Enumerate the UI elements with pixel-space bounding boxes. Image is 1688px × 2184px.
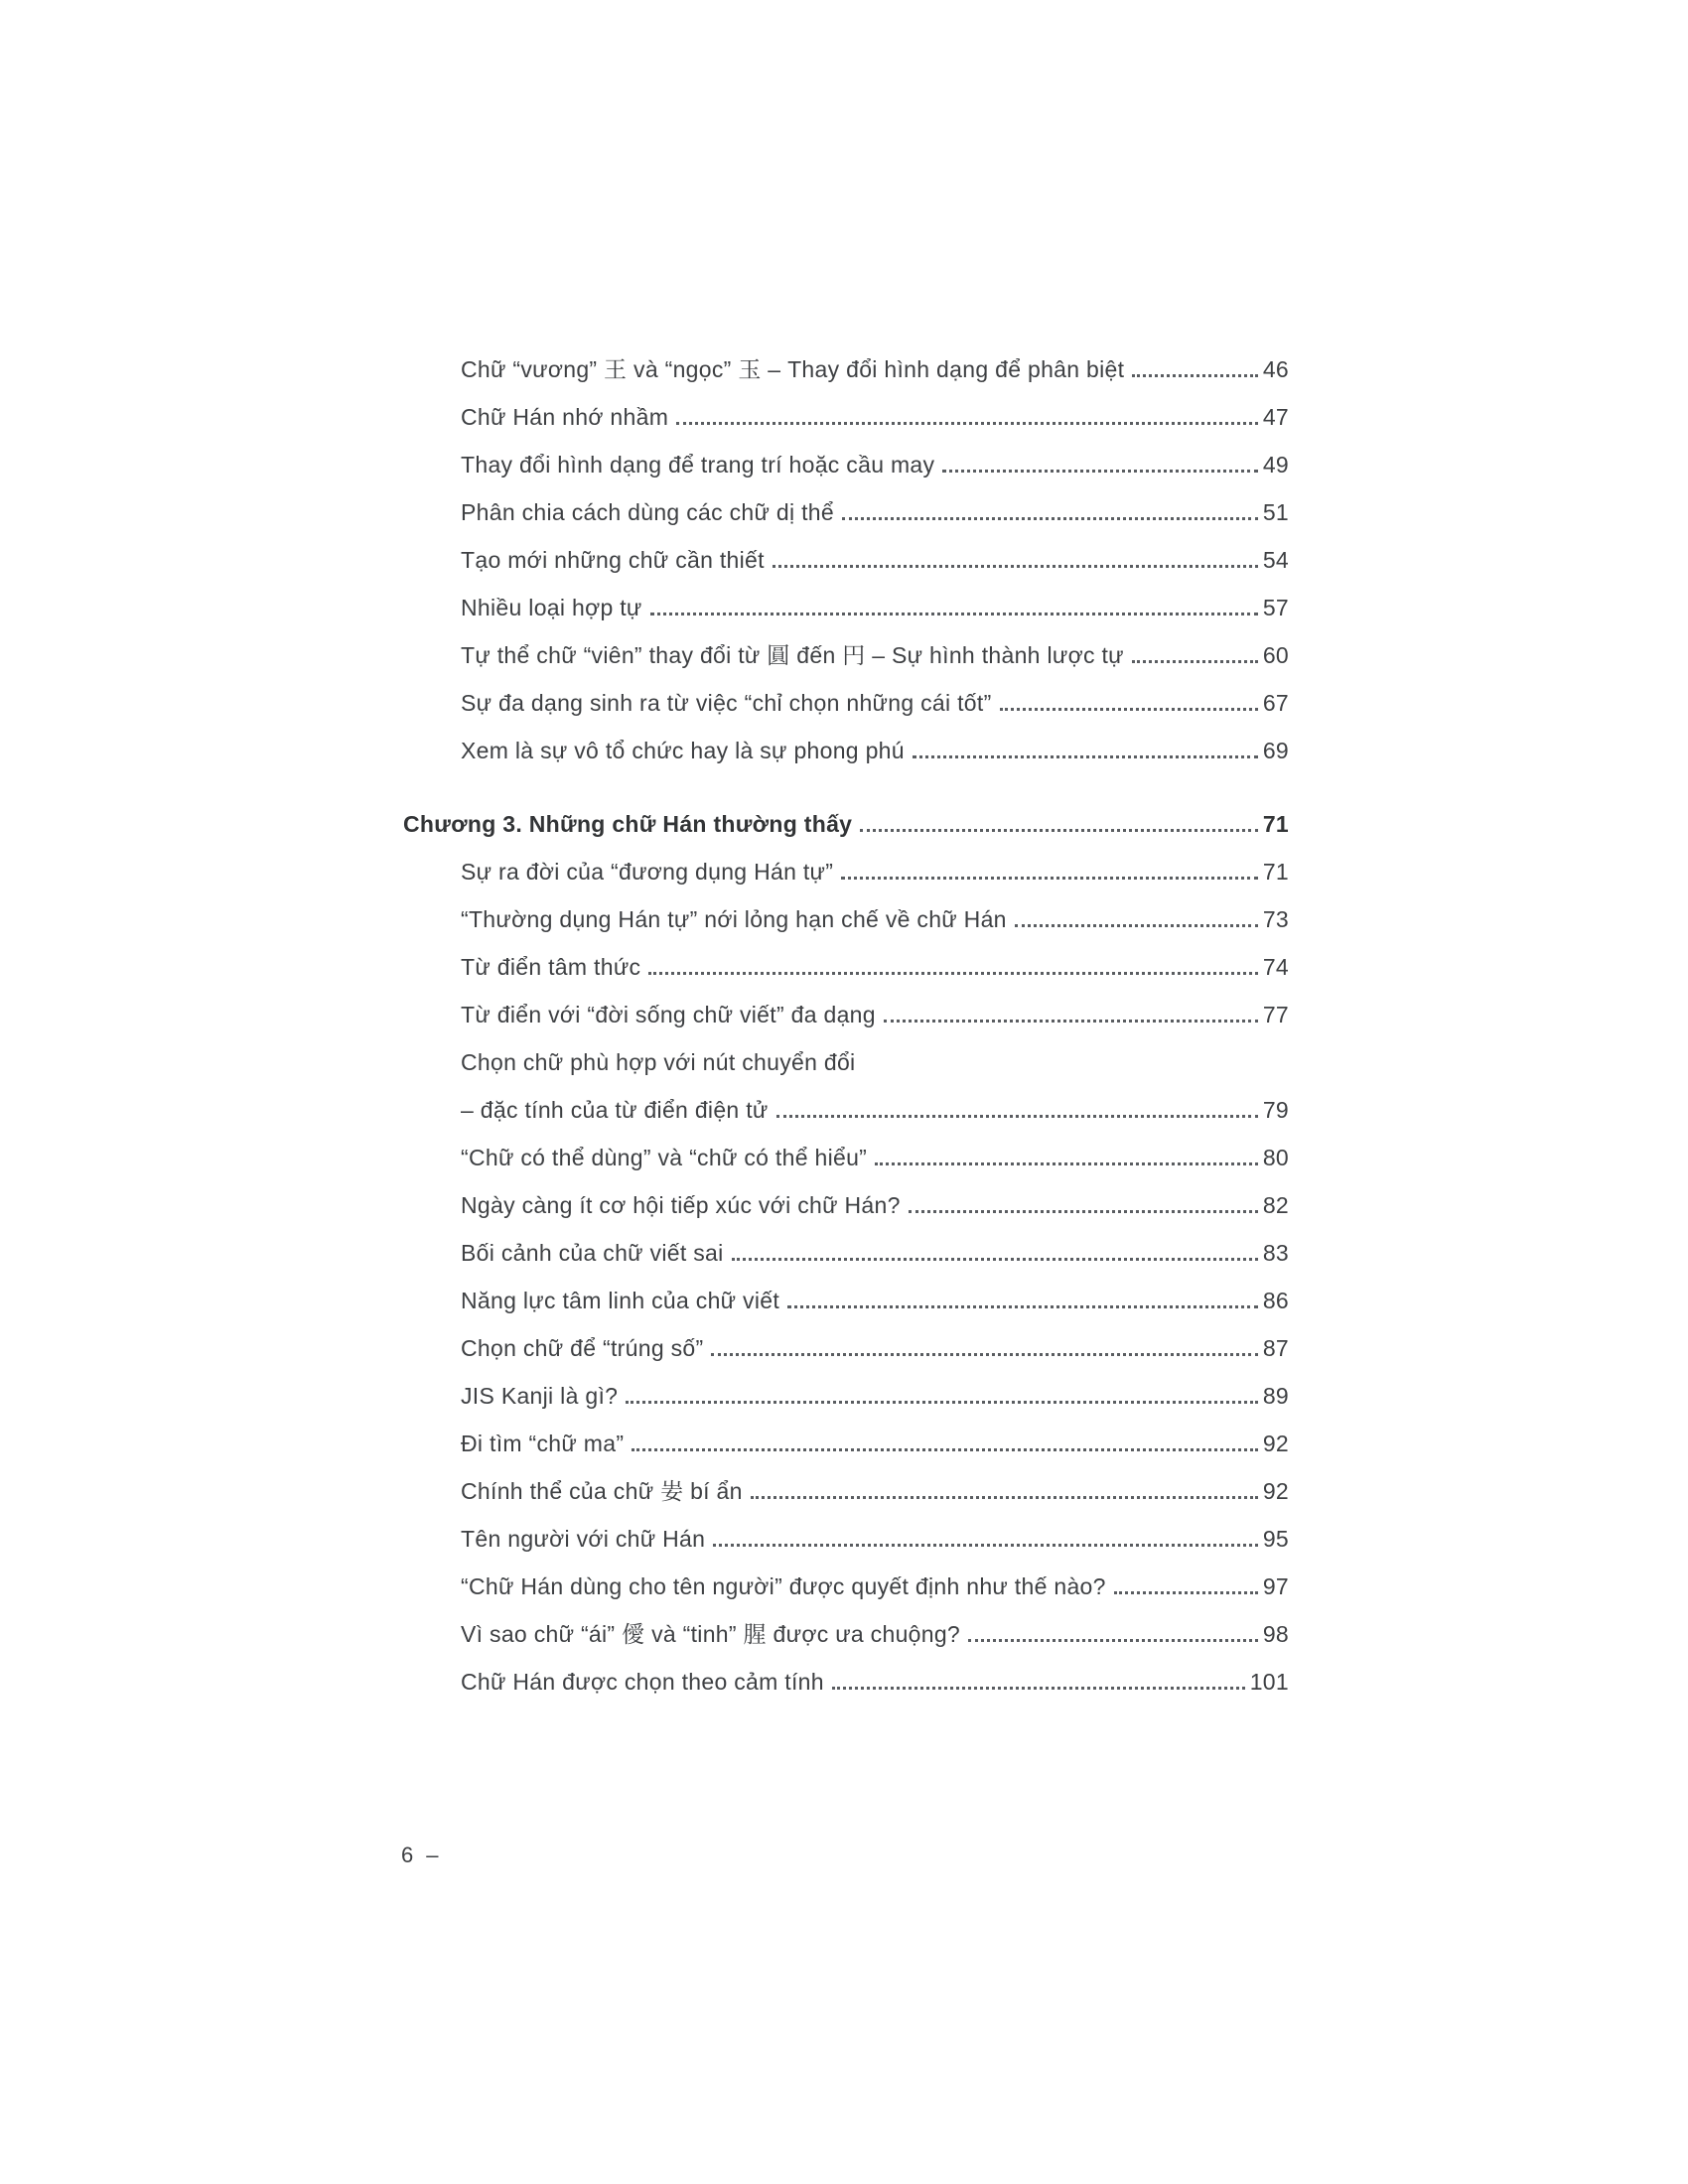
- toc-entry-title: Chữ Hán nhớ nhầm: [461, 404, 669, 430]
- toc-entry-row: [403, 1420, 1289, 1467]
- page-footer: [401, 1843, 439, 1868]
- dot-leader: [842, 517, 1258, 520]
- toc-entry-row: [403, 441, 1289, 488]
- toc-page-number: 83: [1262, 1240, 1289, 1266]
- toc-entry-row: [403, 727, 1289, 774]
- toc-entry-title: Sự đa dạng sinh ra từ việc “chỉ chọn những cái tốt”: [461, 690, 992, 716]
- dot-leader: [841, 877, 1258, 880]
- toc-entry-title: Chọn chữ phù hợp với nút chuyển đổi: [461, 1049, 856, 1075]
- toc-page-number: 51: [1262, 499, 1289, 525]
- toc-entry-title: Bối cảnh của chữ viết sai: [461, 1240, 724, 1266]
- toc-entry-row: [403, 1563, 1289, 1610]
- toc-entry-row: [403, 488, 1289, 536]
- toc-entry-title: “Chữ Hán dùng cho tên người” được quyết định như thế nào?: [461, 1573, 1106, 1599]
- toc-entry-row: [403, 1086, 1289, 1134]
- toc-entry-row: [403, 1515, 1289, 1563]
- toc-page-number: 47: [1262, 404, 1289, 430]
- toc-entry-title: Chữ Hán được chọn theo cảm tính: [461, 1669, 824, 1695]
- toc-entry-row: [403, 1134, 1289, 1181]
- toc-page-number: 77: [1262, 1002, 1289, 1027]
- toc-page-number: 74: [1262, 954, 1289, 980]
- dot-leader: [632, 1448, 1258, 1451]
- toc-entry-title: Ngày càng ít cơ hội tiếp xúc với chữ Hán?: [461, 1192, 901, 1218]
- footer-page-number: 6: [401, 1843, 414, 1867]
- dot-leader: [1000, 708, 1258, 711]
- toc-entry-row: [403, 393, 1289, 441]
- toc-chapter-title: Chương 3. Những chữ Hán thường thấy: [403, 811, 853, 837]
- dot-leader: [909, 1210, 1258, 1213]
- toc-page-number: 92: [1262, 1431, 1289, 1456]
- toc-entry-title: Tạo mới những chữ cần thiết: [461, 547, 765, 573]
- toc-page-number: 54: [1262, 547, 1289, 573]
- toc-entry-row: [403, 991, 1289, 1038]
- toc-entry-row: [403, 584, 1289, 631]
- toc-entry-title: “Chữ có thể dùng” và “chữ có thể hiểu”: [461, 1145, 868, 1170]
- toc-page-number: 49: [1262, 452, 1289, 478]
- toc-entry-row: [403, 1229, 1289, 1277]
- toc-chapter-row: [403, 800, 1289, 848]
- toc-page-number: 98: [1262, 1621, 1289, 1647]
- toc-page-number: 57: [1262, 595, 1289, 620]
- toc-entry-row: [403, 1181, 1289, 1229]
- dot-leader: [968, 1639, 1258, 1642]
- dot-leader: [626, 1401, 1258, 1404]
- toc-entry-row: [403, 631, 1289, 679]
- dot-leader: [860, 829, 1258, 832]
- toc-entry-row: [403, 679, 1289, 727]
- toc-page-number: 97: [1262, 1573, 1289, 1599]
- toc-entry-title: “Thường dụng Hán tự” nới lỏng hạn chế về chữ Hán: [461, 906, 1007, 932]
- toc-page-number: 79: [1262, 1097, 1289, 1123]
- toc-page-number: 89: [1262, 1383, 1289, 1409]
- toc-entry-title: Nhiều loại hợp tự: [461, 595, 642, 620]
- toc-page-number: 86: [1262, 1288, 1289, 1313]
- dot-leader: [773, 565, 1258, 568]
- toc-entry-row: [403, 1277, 1289, 1324]
- toc-page-number: 80: [1262, 1145, 1289, 1170]
- toc-list: [403, 345, 1289, 1706]
- toc-entry-row: [403, 345, 1289, 393]
- toc-entry-row: [403, 943, 1289, 991]
- toc-entry-row: [403, 1467, 1289, 1515]
- toc-entry-row: [403, 895, 1289, 943]
- toc-entry-row: [403, 536, 1289, 584]
- toc-page-number: 67: [1262, 690, 1289, 716]
- dot-leader: [884, 1020, 1258, 1023]
- toc-page-number: 71: [1262, 859, 1289, 885]
- dot-leader: [751, 1496, 1258, 1499]
- toc-entry-title: Chữ “vương” 王 và “ngọc” 玉 – Thay đổi hình dạng để phân biệt: [461, 356, 1125, 382]
- dot-leader: [942, 470, 1257, 473]
- dot-leader: [787, 1305, 1258, 1308]
- toc-entry-title: – đặc tính của từ điển điện tử: [461, 1097, 769, 1123]
- dot-leader: [875, 1162, 1258, 1165]
- toc-page-number: 71: [1262, 811, 1289, 837]
- toc-page-number: 69: [1262, 738, 1289, 763]
- toc-page-number: 101: [1249, 1669, 1289, 1695]
- toc-entry-title: Chính thể của chữ 妛 bí ẩn: [461, 1478, 743, 1504]
- toc-entry-title: Tự thể chữ “viên” thay đổi từ 圓 đến 円 – Sự hình thành lược tự: [461, 642, 1124, 668]
- toc-entry-row: [403, 1610, 1289, 1658]
- toc-page-number: 46: [1262, 356, 1289, 382]
- toc-entry-title: Từ điển tâm thức: [461, 954, 641, 980]
- toc-entry-title: Phân chia cách dùng các chữ dị thể: [461, 499, 834, 525]
- dot-leader: [832, 1687, 1245, 1690]
- dot-leader: [650, 613, 1258, 615]
- toc-entry-row: [403, 1658, 1289, 1706]
- toc-entry-title: Tên người với chữ Hán: [461, 1526, 706, 1552]
- dot-leader: [1132, 374, 1257, 377]
- dot-leader: [676, 422, 1258, 425]
- toc-entry-row: [403, 848, 1289, 895]
- dot-leader: [1015, 924, 1258, 927]
- toc-entry-title: Thay đổi hình dạng để trang trí hoặc cầu may: [461, 452, 935, 478]
- toc-page-number: 92: [1262, 1478, 1289, 1504]
- dot-leader: [776, 1115, 1258, 1118]
- toc-page-number: 82: [1262, 1192, 1289, 1218]
- dot-leader: [713, 1544, 1258, 1547]
- toc-entry-title: Sự ra đời của “đương dụng Hán tự”: [461, 859, 834, 885]
- toc-page-number: 73: [1262, 906, 1289, 932]
- dot-leader: [648, 972, 1257, 975]
- toc-page-number: 95: [1262, 1526, 1289, 1552]
- dot-leader: [732, 1258, 1258, 1261]
- dot-leader: [711, 1353, 1257, 1356]
- footer-dash: –: [426, 1843, 439, 1867]
- toc-entry-row: [403, 1324, 1289, 1372]
- dot-leader: [1114, 1591, 1258, 1594]
- toc-entry-row: [403, 1372, 1289, 1420]
- toc-page-number: 87: [1262, 1335, 1289, 1361]
- toc-page-number: 60: [1262, 642, 1289, 668]
- toc-entry-row: [403, 1038, 1289, 1086]
- toc-entry-title: Từ điển với “đời sống chữ viết” đa dạng: [461, 1002, 876, 1027]
- toc-entry-title: JIS Kanji là gì?: [461, 1383, 619, 1409]
- toc-entry-title: Đi tìm “chữ ma”: [461, 1431, 625, 1456]
- dot-leader: [1132, 660, 1258, 663]
- toc-entry-title: Xem là sự vô tổ chức hay là sự phong phú: [461, 738, 905, 763]
- dot-leader: [913, 755, 1258, 758]
- toc-entry-title: Năng lực tâm linh của chữ viết: [461, 1288, 780, 1313]
- toc-entry-title: Vì sao chữ “ái” 僾 và “tinh” 腥 được ưa chuộng?: [461, 1621, 961, 1647]
- toc-entry-title: Chọn chữ để “trúng số”: [461, 1335, 704, 1361]
